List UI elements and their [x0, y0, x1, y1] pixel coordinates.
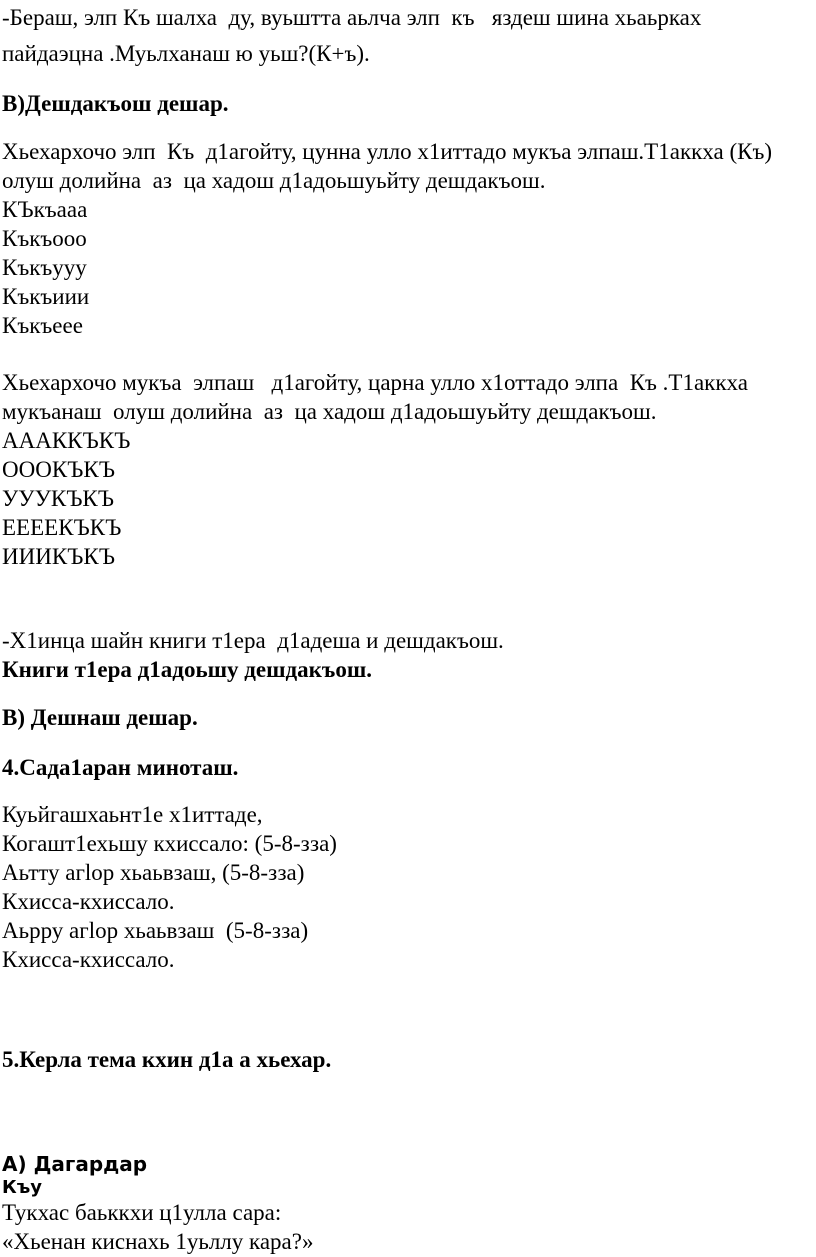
section-heading-syllables: В)Дешдакъош дешар.: [2, 91, 229, 116]
syllable-item: КЪкъааа: [2, 197, 88, 222]
riddle-text: [2, 1198, 802, 1256]
verse-line: Аьрру агlор хьаьвзаш (5-8-зза): [2, 918, 309, 943]
section-heading-words: В) Дешнаш дешар.: [2, 705, 198, 730]
syllables-paragraph-1: [2, 137, 802, 340]
verse-line: Куьйгашхаьнт1е х1иттаде,: [2, 802, 263, 827]
syllables-instruction-1: Хьехархочо элп Къ д1агойту, цунна улло х1иттадо мукъа элпаш.Т1аккха (Къ) олуш долийна аз ца хадош д1адоьшуьйту дешдакъош.: [2, 139, 778, 193]
syllable-item: АААККЪКЪ: [2, 428, 131, 453]
exercise-verse: [2, 800, 802, 974]
syllables-paragraph-2: [2, 368, 802, 571]
syllable-item: Къкъууу: [2, 255, 87, 280]
riddle-line: Тукхас бaьккхи ц1улла сара:: [2, 1200, 282, 1225]
intro-line-2: пайдаэцна .Муьлханаш ю уьш?(К+ъ).: [2, 41, 370, 66]
riddle-line: «Хьенан киснахь 1уьллу кара?»: [2, 1229, 314, 1254]
section-heading-riddle: А) Дагардар: [2, 1152, 148, 1176]
riddle-title: Къу: [2, 1177, 42, 1198]
intro-line-1: -Бераш, элп Къ шалха ду, вуьштта аьлча элп къ яздеш шина хьаьрках: [2, 5, 702, 30]
syllables-instruction-2: Хьехархочо мукъа элпаш д1агойту, царна улло х1оттадо элпа Къ .Т1аккха мукъанаш олуш долийна аз ца хадош д1адоьшуьйту дешдакъош.: [2, 370, 760, 424]
verse-line: Кхисса-кхиссало.: [2, 889, 175, 914]
syllable-item: ЕЕЕЕКЪКЪ: [2, 515, 122, 540]
section-heading-new-topic: 5.Керла тема кхин д1а а хьехар.: [2, 1047, 332, 1072]
syllable-item: УУУКЪКЪ: [2, 486, 115, 511]
verse-line: Кхисса-кхиссало.: [2, 947, 175, 972]
section-heading-exercise: 4.Сада1аран миноташ.: [2, 755, 239, 780]
book-reading-note: Книги т1ера д1адоьшу дешдакъош.: [2, 657, 372, 682]
syllable-item: Къкъеее: [2, 313, 83, 338]
verse-line: Когашт1ехьшу кхиссало: (5-8-зза): [2, 831, 337, 856]
book-reading-instruction: -Х1инца шайн книги т1ера д1адеша и дешдакъош.: [2, 628, 504, 653]
syllable-item: Къкъиии: [2, 284, 90, 309]
syllable-item: ИИИКЪКЪ: [2, 544, 115, 569]
syllable-item: Къкъооо: [2, 226, 87, 251]
syllable-item: ОООКЪКЪ: [2, 457, 115, 482]
verse-line: Аьтту агlор хьаьвзаш, (5-8-зза): [2, 860, 305, 885]
